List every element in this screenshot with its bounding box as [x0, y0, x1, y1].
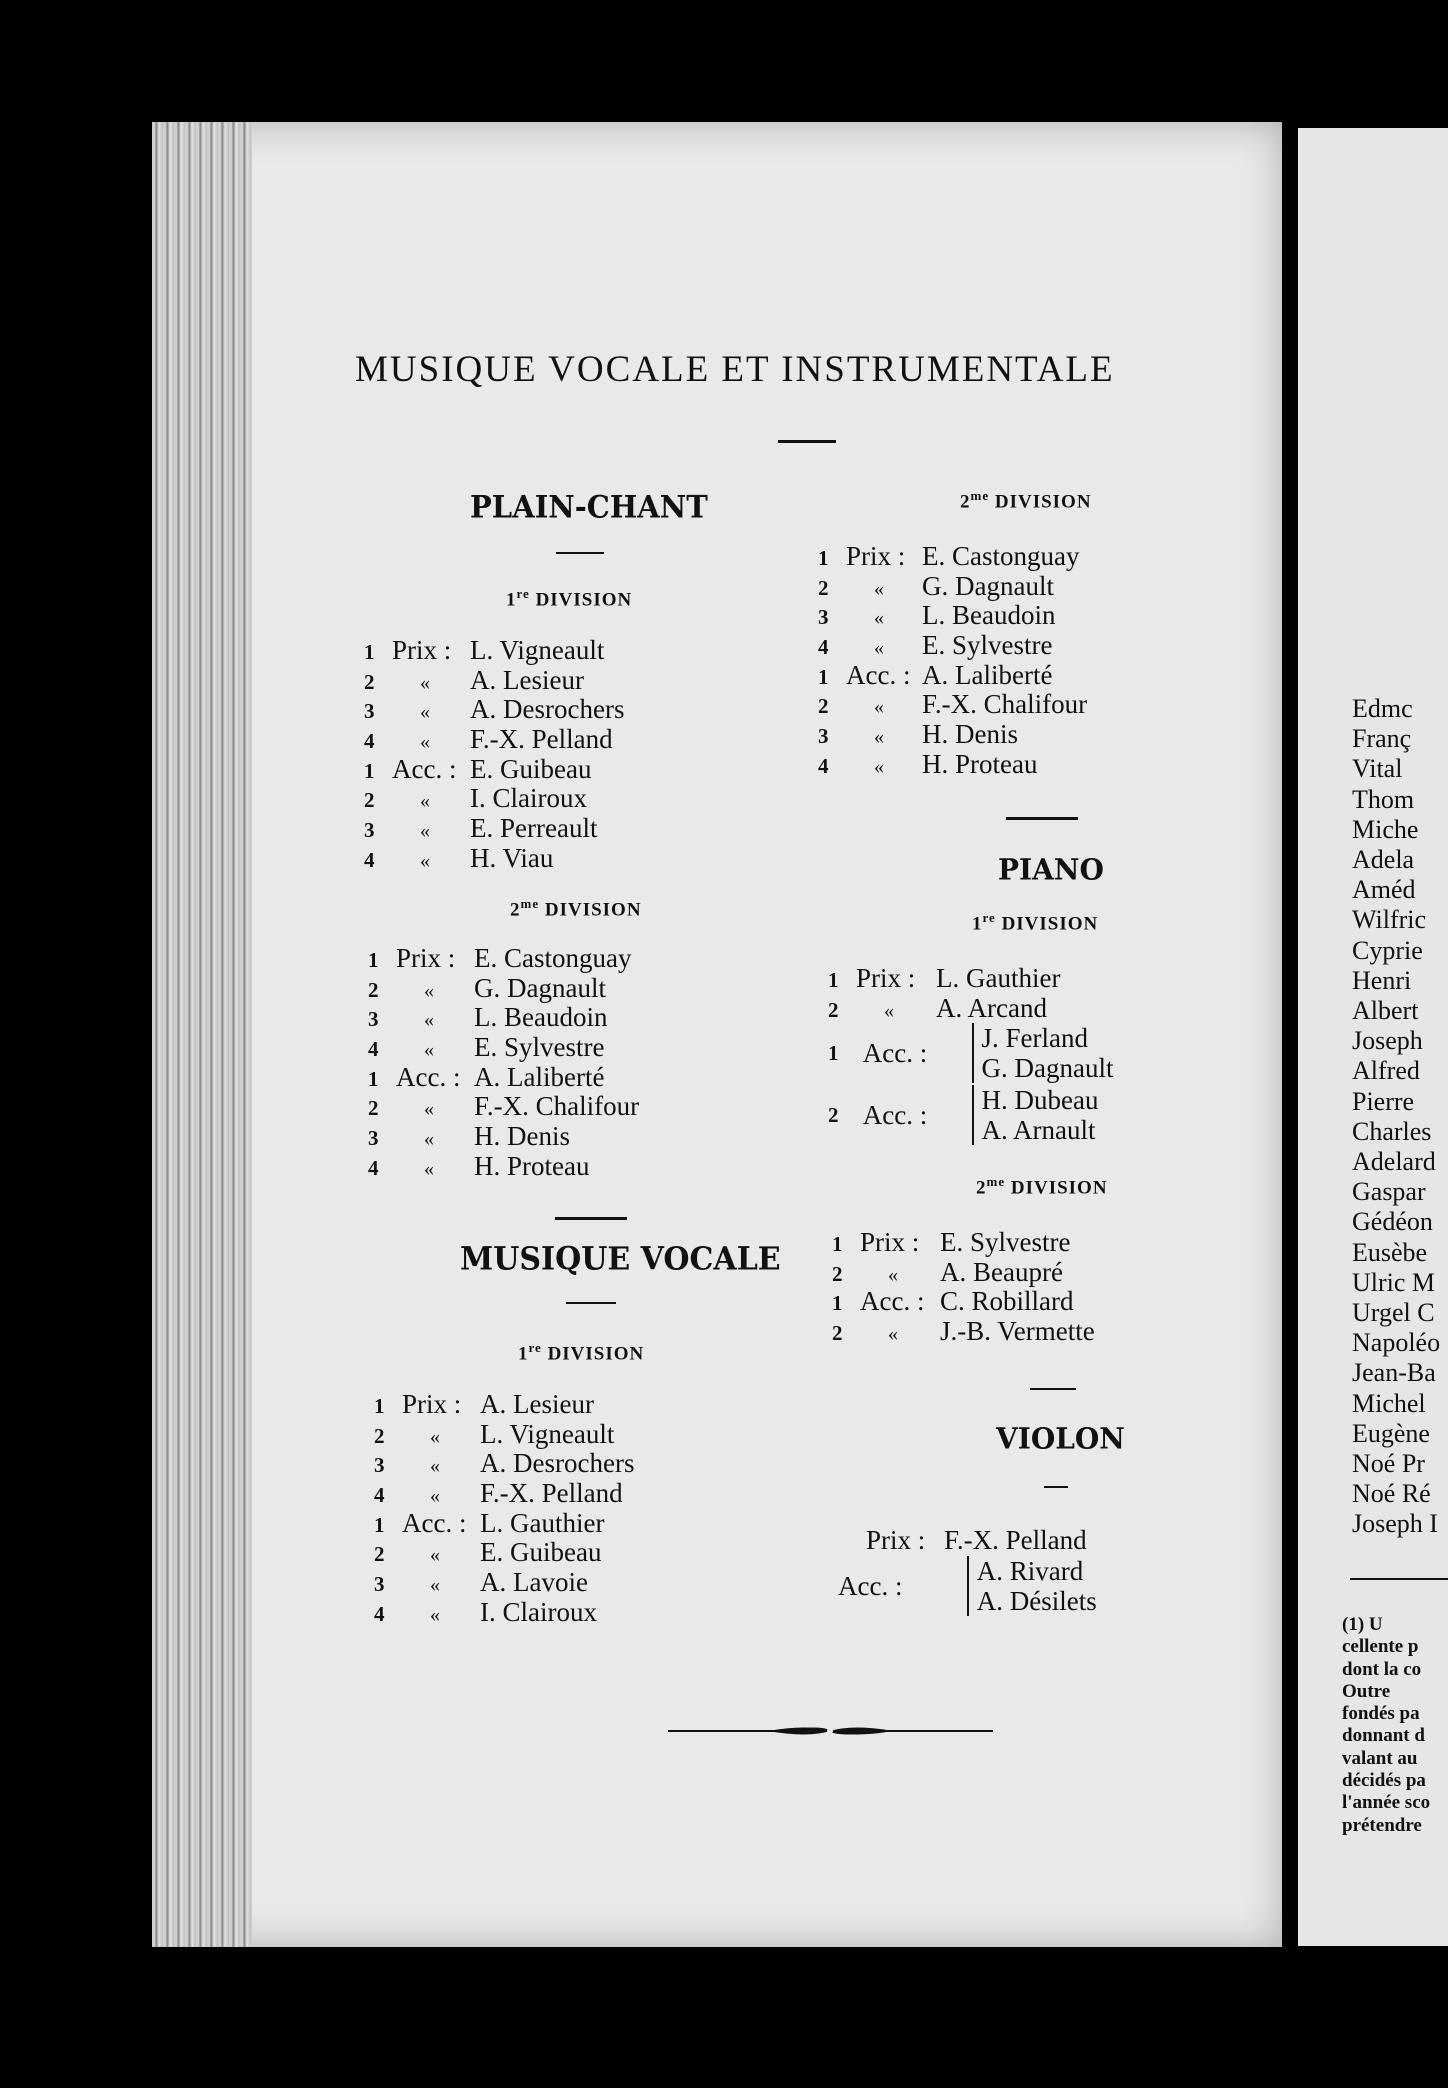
footnote-line: dont la co: [1342, 1658, 1422, 1680]
award-label: «: [884, 999, 894, 1022]
rank-number: 3: [374, 1572, 385, 1597]
award-label: «: [420, 790, 430, 813]
facing-name: Joseph: [1352, 1026, 1423, 1056]
violon-prix-row: Prix : F.-X. Pelland: [866, 1525, 1087, 1555]
facing-name: Alfred: [1352, 1056, 1420, 1086]
award-label: «: [874, 755, 884, 778]
footnote-line: l'année sco: [1342, 1792, 1431, 1814]
award-label: «: [874, 577, 884, 600]
award-label: «: [874, 696, 884, 719]
student-name: G. Dagnault: [922, 570, 1054, 601]
facing-name: Cyprie: [1352, 935, 1423, 965]
list-item: [832, 1228, 1095, 1258]
rank-number: 4: [364, 729, 375, 754]
award-label: «: [420, 849, 430, 872]
rank-number: 4: [818, 753, 829, 778]
rank-number: 4: [368, 1155, 379, 1180]
footnote-line: (1) U: [1342, 1614, 1383, 1635]
violon-rule: [1044, 1486, 1068, 1488]
piano-end-rule: [1030, 1388, 1076, 1390]
rank-number: 3: [818, 605, 829, 630]
student-name: E. Castonguay: [474, 943, 632, 973]
student-name: A. Lesieur: [480, 1389, 594, 1419]
student-name: F.-X. Chalifour: [922, 689, 1088, 720]
footnote-line: fondés pa: [1342, 1703, 1420, 1725]
award-label: Prix :: [860, 1227, 920, 1257]
list-item: [368, 1152, 639, 1182]
award-label: «: [420, 671, 430, 694]
list-item: [832, 1258, 1095, 1288]
award-label: «: [424, 1128, 434, 1151]
list-item: [364, 725, 624, 755]
musique-vocale-division-1-label: 1re DIVISION: [518, 1340, 645, 1365]
list-item: [368, 944, 639, 974]
award-label: «: [430, 1455, 440, 1478]
award-label: Prix :: [392, 635, 452, 665]
rank-number: 3: [374, 1453, 385, 1478]
rank-number: 1: [368, 948, 379, 972]
student-name: C. Robillard: [940, 1286, 1074, 1317]
title-rule: [778, 440, 836, 443]
list-item: [368, 974, 639, 1004]
award-label: «: [874, 607, 884, 630]
award-label: Acc. :: [402, 1507, 467, 1538]
student-name: E. Sylvestre: [940, 1227, 1071, 1257]
student-name: A. Laliberté: [922, 659, 1053, 690]
plain-chant-division-2-label: $2^{me}$ DIVISION: [510, 896, 642, 921]
list-item: [374, 1479, 634, 1509]
facing-name: Noé Pr: [1352, 1449, 1425, 1479]
student-name: E. Guibeau: [470, 753, 592, 784]
footnote-line: cellente p: [1342, 1636, 1419, 1658]
facing-name: Jean-Ba: [1352, 1358, 1436, 1388]
rank-number: 2: [828, 997, 839, 1022]
award-label: Acc. :: [392, 753, 457, 784]
list-item: [818, 750, 1087, 780]
student-name: H. Denis: [922, 719, 1018, 750]
list-item: [818, 542, 1087, 572]
rank-number: 3: [368, 1126, 379, 1151]
section-heading-musique-vocale: MUSIQUE VOCALE: [460, 1241, 781, 1278]
rank-number: 4: [364, 847, 375, 872]
facing-name: Albert: [1352, 996, 1419, 1026]
student-name: I. Clairoux: [470, 783, 587, 814]
plain-chant-division-1-list: [364, 636, 624, 874]
rank-number: 2: [832, 1261, 843, 1286]
rank-number: 1: [818, 664, 829, 689]
student-name: A. Laliberté: [474, 1061, 605, 1092]
list-item: [828, 964, 1060, 994]
list-item: [364, 695, 624, 725]
award-label: «: [430, 1574, 440, 1597]
rank-number: 1: [832, 1232, 843, 1256]
award-label: «: [420, 820, 430, 843]
student-name: L. Vigneault: [470, 635, 605, 665]
facing-name: Vital: [1352, 754, 1403, 784]
student-name: F.-X. Pelland: [470, 724, 613, 755]
piano-acc-group-2-names: H. Dubeau A. Arnault: [972, 1085, 1099, 1145]
list-item: [368, 1063, 639, 1093]
musique-vocale-rule: [566, 1302, 616, 1304]
facing-name: Eusèbe: [1352, 1237, 1428, 1267]
facing-name: Miche: [1352, 814, 1419, 844]
rank-number: 2: [374, 1423, 385, 1448]
footnote-line: prétendre: [1342, 1814, 1422, 1836]
list-item: [374, 1598, 634, 1628]
list-item: [368, 1003, 639, 1033]
rank-number: 2: [818, 575, 829, 600]
violon-acc-group: Acc. : A. Rivard A. Désilets: [838, 1556, 1097, 1616]
rank-number: 1: [828, 968, 839, 992]
rank-number: 1: [818, 546, 829, 570]
rank-number: 2: [364, 669, 375, 694]
rank-number: 1: [364, 640, 375, 664]
award-label: Prix :: [396, 943, 456, 973]
list-item: [374, 1509, 634, 1539]
piano-acc-group-1: 1 Acc. : J. Ferland G. Dagnault: [828, 1023, 1114, 1083]
facing-name: Ulric M: [1352, 1267, 1436, 1297]
list-item: [818, 720, 1087, 750]
award-label: «: [874, 726, 884, 749]
footnote-line: valant au: [1342, 1747, 1418, 1769]
award-label: «: [874, 637, 884, 660]
list-item: [368, 1033, 639, 1063]
award-label: Prix :: [856, 963, 916, 993]
student-name: A. Lesieur: [470, 664, 584, 695]
musique-vocale-division-2-list: [818, 542, 1087, 780]
student-name: A. Desrochers: [470, 694, 625, 725]
rank-number: 4: [818, 635, 829, 660]
student-name: J.-B. Vermette: [940, 1316, 1095, 1347]
facing-name: Urgel C: [1352, 1298, 1435, 1328]
award-label: Acc. :: [396, 1061, 461, 1092]
student-name: E. Castonguay: [922, 541, 1080, 571]
piano-division-2-list: [832, 1228, 1095, 1347]
piano-acc-group-1-names: J. Ferland G. Dagnault: [972, 1023, 1114, 1083]
list-item: [374, 1449, 634, 1479]
student-name: H. Proteau: [922, 748, 1038, 779]
facing-page-footnote: [1342, 1614, 1430, 1837]
book-binding: [152, 122, 252, 1947]
award-label: «: [424, 979, 434, 1002]
musique-vocale-division-2-label: $2^{me}$ DIVISION: [960, 488, 1092, 513]
award-label: «: [424, 1039, 434, 1062]
section-heading-plain-chant: PLAIN-CHANT: [470, 489, 708, 525]
list-item: [818, 572, 1087, 602]
list-item: [374, 1390, 634, 1420]
piano-division-1-label: 1re DIVISION: [972, 910, 1099, 935]
student-name: L. Gauthier: [936, 963, 1061, 993]
facing-name: Joseph I: [1352, 1509, 1438, 1539]
facing-name: Adelard: [1352, 1147, 1436, 1177]
list-item: [818, 661, 1087, 691]
piano-acc-group-2: 2 Acc. : H. Dubeau A. Arnault: [828, 1085, 1099, 1145]
list-item: [818, 690, 1087, 720]
facing-name: Gaspar: [1352, 1177, 1426, 1207]
award-label: Acc. :: [846, 659, 911, 690]
facing-name: Pierre: [1352, 1086, 1415, 1116]
student-name: A. Desrochers: [480, 1448, 635, 1479]
list-item: [364, 666, 624, 696]
facing-name: Henri: [1352, 965, 1412, 995]
student-name: H. Proteau: [474, 1150, 590, 1181]
student-name: E. Perreault: [470, 813, 598, 844]
musique-vocale-division-1-list: [374, 1390, 634, 1628]
student-name: L. Beaudoin: [922, 600, 1056, 631]
list-item: [818, 631, 1087, 661]
student-name: A. Arcand: [936, 992, 1047, 1023]
student-name: F.-X. Pelland: [480, 1478, 623, 1509]
rank-number: 4: [374, 1483, 385, 1508]
award-label: «: [430, 1485, 440, 1508]
rank-number: 2: [368, 977, 379, 1002]
student-name: L. Beaudoin: [474, 1002, 608, 1033]
student-name: F.-X. Chalifour: [474, 1091, 640, 1122]
plain-chant-end-rule: [555, 1217, 627, 1220]
list-item: [364, 784, 624, 814]
student-name: H. Denis: [474, 1121, 570, 1152]
facing-name: Eugène: [1352, 1418, 1430, 1448]
facing-name: Napoléo: [1352, 1328, 1441, 1358]
award-label: «: [424, 1009, 434, 1032]
list-item: [374, 1538, 634, 1568]
list-item: [832, 1287, 1095, 1317]
student-name: L. Vigneault: [480, 1418, 615, 1449]
facing-page-name-list: [1352, 694, 1440, 1540]
student-name: H. Viau: [470, 842, 554, 873]
list-item: [364, 636, 624, 666]
student-name: G. Dagnault: [474, 972, 606, 1003]
facing-name: Noé Ré: [1352, 1479, 1431, 1509]
student-name: E. Guibeau: [480, 1537, 602, 1568]
award-label: Acc. :: [860, 1286, 925, 1317]
plain-chant-division-2-list: [368, 944, 639, 1182]
list-item: [364, 844, 624, 874]
footnote-line: donnant d: [1342, 1725, 1425, 1747]
list-item: [368, 1122, 639, 1152]
rank-number: 4: [368, 1037, 379, 1062]
list-item: [828, 994, 1060, 1024]
rank-number: 4: [374, 1601, 385, 1626]
violon-acc-names: A. Rivard A. Désilets: [967, 1556, 1097, 1616]
piano-division-1-prix-list: [828, 964, 1060, 1023]
rank-number: 2: [832, 1321, 843, 1346]
section-heading-violon: VIOLON: [996, 1421, 1125, 1456]
right-column-rule: [1006, 817, 1078, 820]
rank-number: 1: [364, 758, 375, 783]
award-label: «: [430, 1425, 440, 1448]
footnote-line: Outre: [1342, 1680, 1391, 1702]
rank-number: 1: [368, 1066, 379, 1091]
award-label: «: [430, 1603, 440, 1626]
student-name: A. Lavoie: [480, 1567, 588, 1598]
facing-name: Franç: [1352, 724, 1412, 754]
student-name: L. Gauthier: [480, 1507, 605, 1538]
award-label: «: [888, 1323, 898, 1346]
facing-name: Adela: [1352, 845, 1415, 875]
award-label: «: [430, 1544, 440, 1567]
rank-number: 2: [368, 1096, 379, 1121]
student-name: A. Beaupré: [940, 1256, 1063, 1287]
student-name: I. Clairoux: [480, 1596, 597, 1627]
list-item: [832, 1317, 1095, 1347]
page-title: MUSIQUE VOCALE ET INSTRUMENTALE: [355, 349, 1115, 390]
facing-name: Edmc: [1352, 694, 1413, 723]
rank-number: 2: [374, 1542, 385, 1567]
ornamental-divider: [668, 1724, 993, 1738]
award-label: «: [420, 701, 430, 724]
list-item: [374, 1568, 634, 1598]
facing-name: Michel: [1352, 1388, 1426, 1418]
facing-name: Charles: [1352, 1116, 1432, 1146]
piano-division-2-label: $2^{me}$ DIVISION: [976, 1174, 1108, 1199]
facing-name: Wilfric: [1352, 905, 1427, 935]
plain-chant-rule: [556, 552, 604, 554]
section-heading-piano: PIANO: [998, 852, 1104, 887]
footnote-line: décidés pa: [1342, 1770, 1426, 1792]
rank-number: 1: [832, 1291, 843, 1316]
award-label: «: [420, 731, 430, 754]
facing-name: Gédéon: [1352, 1207, 1433, 1237]
facing-name: Améd: [1352, 875, 1416, 905]
facing-page-footnote-rule: [1350, 1578, 1448, 1580]
plain-chant-division-1-label: 1re DIVISION: [506, 586, 633, 611]
list-item: [368, 1092, 639, 1122]
list-item: [364, 814, 624, 844]
rank-number: 2: [818, 694, 829, 719]
award-label: «: [888, 1263, 898, 1286]
list-item: [364, 755, 624, 785]
rank-number: 3: [364, 818, 375, 843]
rank-number: 2: [364, 788, 375, 813]
list-item: [374, 1420, 634, 1450]
award-label: Prix :: [846, 541, 906, 571]
student-name: E. Sylvestre: [922, 630, 1053, 661]
rank-number: 3: [364, 699, 375, 724]
rank-number: 1: [374, 1394, 385, 1418]
rank-number: 3: [368, 1007, 379, 1032]
award-label: «: [424, 1098, 434, 1121]
rank-number: 1: [374, 1512, 385, 1537]
list-item: [818, 601, 1087, 631]
award-label: Prix :: [402, 1389, 462, 1419]
facing-name: Thom: [1352, 784, 1415, 814]
student-name: E. Sylvestre: [474, 1032, 605, 1063]
award-label: «: [424, 1157, 434, 1180]
rank-number: 3: [818, 724, 829, 749]
